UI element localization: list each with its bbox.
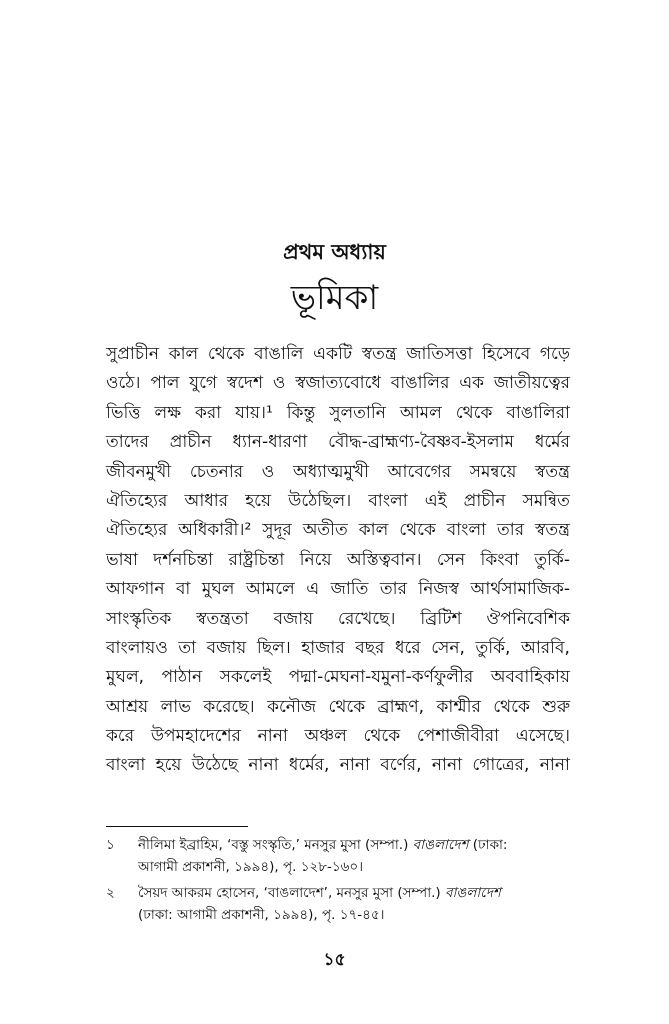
word: থেকে <box>455 402 493 423</box>
word: বা <box>175 579 191 600</box>
text-line <box>106 634 570 663</box>
word: তার <box>497 520 525 541</box>
footnote-1 <box>106 834 576 878</box>
word: আর্থসামাজিক- <box>470 579 570 600</box>
text-line <box>106 722 570 751</box>
word: উঠেছিল। <box>288 490 352 511</box>
footnote-2 <box>106 882 576 926</box>
word: ধর্মের, <box>288 755 330 776</box>
word: অঞ্চল <box>304 726 347 747</box>
word: থেকে <box>328 696 366 717</box>
word: স্বজাত্যবোধে <box>295 373 381 394</box>
body-paragraph <box>106 340 570 781</box>
word: নানা <box>539 755 570 776</box>
word: সুলতানি <box>329 402 386 423</box>
text-line <box>106 487 570 516</box>
word: সাংস্কৃতিক <box>106 608 172 629</box>
word: ছিল। <box>256 637 291 658</box>
word: জাতিসত্তা <box>406 344 473 364</box>
footnote-book-title: বাঙলাদেশ <box>412 837 469 853</box>
word: ধ্যান-ধারণা <box>232 432 308 453</box>
word: এসেছে। <box>515 726 570 747</box>
text-line <box>106 428 570 457</box>
word: ভাষা <box>106 549 138 570</box>
word: পাল <box>150 373 180 394</box>
word: ঐতিহ্যের <box>106 520 168 541</box>
chapter-label: প্রথম অধ্যায় <box>283 240 386 264</box>
word: বাঙালি <box>254 344 304 364</box>
word: প্রাচীন <box>169 432 212 453</box>
footnote-divider <box>106 826 248 827</box>
word: নানা <box>257 726 288 747</box>
word: গড়ে <box>539 344 570 364</box>
word: হয়ে <box>245 490 271 511</box>
word: সেন, <box>431 637 465 658</box>
word: বাঙালিরা <box>506 402 570 423</box>
word: কনৌজ <box>267 696 317 717</box>
word: থেকে <box>207 344 245 364</box>
word: বাঙালির <box>390 373 450 394</box>
word: কাল <box>358 520 389 541</box>
word: স্বতন্ত্রতা <box>196 608 249 629</box>
word: নানা <box>431 755 463 776</box>
word: আমলে <box>245 579 295 600</box>
word: জাতি <box>330 579 369 600</box>
footnote-line <box>138 882 576 904</box>
word: ভিত্তি <box>106 402 141 423</box>
footnote-line: (ঢাকা: আগামী প্রকাশনী, ১৯৯৪), পৃ. ১৭-৪৫। <box>138 907 385 923</box>
word: ঐতিহ্যের <box>106 490 168 511</box>
word: পাঠান <box>161 667 203 688</box>
word: দর্শনচিন্তা <box>153 549 214 570</box>
word: ব্রাহ্মণ, <box>377 696 425 717</box>
footnote-line <box>138 834 576 856</box>
word: সুপ্রাচীন <box>106 344 160 364</box>
word: তুর্কি- <box>534 549 570 570</box>
word: পদ্মা-মেঘনা-যমুনা-কর্ণফুলীর <box>288 667 474 688</box>
text-line <box>106 458 570 487</box>
footnote-text: (ঢাকা: <box>468 837 508 853</box>
word: লক্ষ <box>154 402 181 423</box>
page-number: ১৫ <box>323 950 346 970</box>
word: সকলেই <box>219 667 272 688</box>
word: আফগান <box>106 579 165 600</box>
word: এক <box>459 373 485 394</box>
word: যুগে <box>189 373 218 394</box>
word: পেশাজীবীরা <box>416 726 499 747</box>
word: সুদূর <box>262 520 292 541</box>
word: অস্তিত্ববান। <box>346 549 422 570</box>
word: কাশ্মীর <box>436 696 481 717</box>
word: নিজস্ব <box>418 579 459 600</box>
word: ঔপনিবেশিক <box>486 608 570 629</box>
word: যায়।¹ <box>235 402 273 423</box>
word: হয়ে <box>155 755 182 776</box>
word: আবেগের <box>387 461 452 482</box>
text-line <box>106 340 570 369</box>
word: বজায় <box>273 608 314 629</box>
footnote-book-title: বাঙলাদেশ <box>444 885 501 901</box>
text-line <box>106 546 570 575</box>
word: সমন্বয়ে <box>469 461 517 482</box>
word: বছর <box>355 637 385 658</box>
word: অতীত <box>302 520 348 541</box>
word: থেকে <box>399 520 436 541</box>
word: জাতীয়ত্বের <box>493 373 570 394</box>
word: নানা <box>248 755 279 776</box>
footnote-number: ১ <box>106 837 115 853</box>
word: নিয়ে <box>299 549 332 570</box>
word: অধ্যাত্মমুখী <box>293 461 369 482</box>
word: ধর্মের <box>534 432 570 453</box>
text-line <box>106 605 570 634</box>
text-line <box>106 369 570 398</box>
word: স্বতন্ত্র <box>361 344 397 364</box>
word: করা <box>194 402 222 423</box>
word: মুঘল, <box>106 667 145 688</box>
word: রেখেছে। <box>338 608 396 629</box>
word: বৌদ্ধ-ব্রাহ্মণ্য-বৈষ্ণব-ইসলাম <box>328 432 514 453</box>
word: নানা <box>339 755 370 776</box>
footnote-text: নীলিমা ইব্রাহিম, ‘বস্তু সংস্কৃতি,’ মনসুর মুসা (সম্পা.) <box>138 837 413 853</box>
word: শুরু <box>542 696 570 717</box>
text-line <box>106 516 570 545</box>
text-line <box>106 575 570 604</box>
footnote-text: সৈয়দ আকরম হোসেন, ‘বাঙলাদেশ’, মনসুর মুসা (সম্পা.) <box>138 885 445 901</box>
footnote-line: আগামী প্রকাশনী, ১৯৯৪), পৃ. ১২৮-১৬০। <box>138 859 364 875</box>
word: করে <box>106 726 135 747</box>
word: কাল <box>168 344 199 364</box>
word: বাংলা <box>106 755 146 776</box>
word: কিংবা <box>480 549 519 570</box>
word: বজায় <box>206 637 247 658</box>
word: এ <box>306 579 320 600</box>
footnotes <box>106 834 576 930</box>
word: অববাহিকায় <box>490 667 570 688</box>
footnote-number: ২ <box>106 885 115 901</box>
word: চেতনার <box>189 461 244 482</box>
word: হাজার <box>301 637 345 658</box>
word: সেন <box>436 549 466 570</box>
word: গোত্রের, <box>472 755 530 776</box>
word: বর্ণের, <box>380 755 422 776</box>
word: স্বতন্ত্র <box>535 520 570 541</box>
word: বাংলা <box>368 490 408 511</box>
word: করেছে। <box>203 696 255 717</box>
word: থেকে <box>493 696 530 717</box>
word: হিসেবে <box>482 344 531 364</box>
word: একটি <box>313 344 353 364</box>
word: আশ্রয় <box>106 696 149 717</box>
word: উপমহাদেশের <box>150 726 241 747</box>
word: আধার <box>184 490 229 511</box>
word: তুর্কি, <box>475 637 511 658</box>
chapter-title: ভূমিকা <box>290 278 379 318</box>
word: স্বদেশ <box>226 373 264 394</box>
word: থেকে <box>363 726 401 747</box>
word: স্বতন্ত্র <box>535 461 570 482</box>
word: উঠেছে <box>191 755 239 776</box>
word: আরবি, <box>520 637 570 658</box>
word: ও <box>272 373 286 394</box>
word: তা <box>178 637 197 658</box>
word: জীবনমুখী <box>106 461 172 482</box>
word: প্রাচীন <box>463 490 506 511</box>
text-line <box>106 693 570 722</box>
word: ব্রিটিশ <box>420 608 462 629</box>
word: অধিকারী।² <box>178 520 252 541</box>
word: মুঘল <box>201 579 235 600</box>
word: লাভ <box>160 696 191 717</box>
word: তাদের <box>106 432 149 453</box>
word: এই <box>424 490 447 511</box>
word: ওঠে। <box>106 373 141 394</box>
word: বাংলা <box>446 520 487 541</box>
text-line <box>106 751 570 780</box>
word: আমল <box>399 402 442 423</box>
text-line <box>106 663 570 692</box>
word: সমন্বিত <box>522 490 570 511</box>
word: তার <box>379 579 407 600</box>
word: ধরে <box>394 637 421 658</box>
word: বাংলায়ও <box>106 637 168 658</box>
text-line <box>106 399 570 428</box>
word: কিন্তু <box>286 402 316 423</box>
word: ও <box>261 461 275 482</box>
word: রাষ্ট্রচিন্তা <box>228 549 285 570</box>
